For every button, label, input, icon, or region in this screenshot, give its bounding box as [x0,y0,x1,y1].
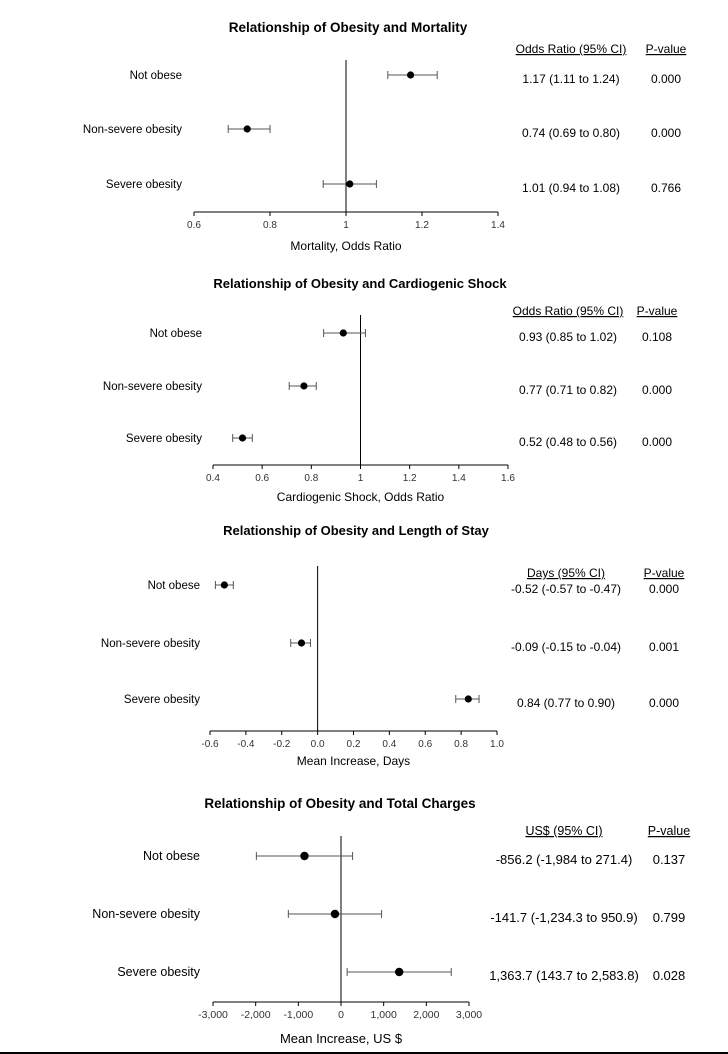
point-estimate-marker [298,639,305,646]
p-value-text: 0.108 [641,330,673,344]
ci-value-text: 1.17 (1.11 to 1.24) [522,72,620,86]
x-tick-label: 0.8 [454,739,469,750]
ci-column-header: Odds Ratio (95% CI) [512,304,624,318]
x-tick-label: 0 [338,1009,344,1021]
p-value-text: 0.000 [650,126,682,140]
row-label: Non-severe obesity [102,381,202,393]
x-tick-label: 1.4 [451,473,466,484]
point-estimate-marker [221,581,228,588]
x-tick-label: 1.0 [490,739,504,750]
ci-value-text: 0.74 (0.69 to 0.80) [521,126,621,140]
panel-title: Relationship of Obesity and Total Charges [204,796,476,811]
ci-value-text: 0.93 (0.85 to 1.02) [518,330,618,344]
x-axis-label: Mean Increase, US $ [279,1031,403,1046]
ci-value-text: 0.84 (0.77 to 0.90) [516,696,616,710]
x-tick-label: -1,000 [283,1009,314,1021]
p-value-text: 0.000 [648,582,680,596]
x-tick-label: 0.4 [206,473,220,484]
p-value-text: 0.766 [650,181,682,195]
x-tick-label: 0.6 [255,473,270,484]
point-estimate-marker [300,382,307,389]
row-label: Not obese [149,328,202,340]
ci-value-text: 0.77 (0.71 to 0.82) [518,383,618,397]
x-tick-label: 1 [357,473,364,484]
x-tick-label: 0.6 [187,220,201,231]
p-value-column-header: P-value [647,824,691,838]
panel-title: Relationship of Obesity and Mortality [228,20,468,35]
point-estimate-marker [239,434,246,441]
x-tick-label: 1 [343,220,349,231]
ci-value-text: -141.7 (-1,234.3 to 950.9) [490,910,638,925]
x-axis-label: Cardiogenic Shock, Odds Ratio [276,490,445,504]
x-tick-label: 0.4 [382,739,397,750]
x-tick-label: -0.4 [237,739,255,750]
x-tick-label: -0.2 [273,739,291,750]
point-estimate-marker [346,180,353,187]
point-estimate-marker [300,852,308,860]
row-label: Not obese [143,849,200,863]
x-tick-label: 2,000 [413,1009,440,1021]
row-label: Severe obesity [117,965,200,979]
p-value-column-header: P-value [636,304,678,318]
ci-column-header: Days (95% CI) [526,566,606,580]
point-estimate-marker [407,71,414,78]
row-label: Non-severe obesity [82,124,182,136]
x-tick-label: 0.8 [304,473,319,484]
point-estimate-marker [331,910,339,918]
ci-value-text: 1.01 (0.94 to 1.08) [521,181,621,195]
p-value-text: 0.000 [650,72,682,86]
x-tick-label: -3,000 [198,1009,228,1021]
ci-column-header: US$ (95% CI) [525,824,603,838]
x-axis-label: Mean Increase, Days [296,754,411,768]
ci-value-text: -0.09 (-0.15 to -0.04) [510,640,622,654]
point-estimate-marker [340,329,347,336]
x-tick-label: 1,000 [370,1009,397,1021]
x-tick-label: 1.2 [415,220,429,231]
x-tick-label: 0.6 [418,739,433,750]
point-estimate-marker [465,695,472,702]
x-tick-label: 1.6 [501,473,515,484]
x-tick-label: 3,000 [455,1009,483,1021]
row-label: Non-severe obesity [92,907,200,921]
ci-value-text: -0.52 (-0.57 to -0.47) [510,582,622,596]
x-tick-label: -2,000 [240,1009,271,1021]
panel-title: Relationship of Obesity and Cardiogenic Shock [213,276,507,291]
row-label: Severe obesity [105,179,182,191]
x-tick-label: 0.8 [263,220,277,231]
p-value-text: 0.137 [652,852,686,867]
row-label: Severe obesity [125,433,202,445]
p-value-text: 0.799 [652,910,686,925]
p-value-column-header: P-value [643,566,685,580]
x-tick-label: -0.6 [201,739,219,750]
x-tick-label: 1.4 [491,220,505,231]
row-label: Not obese [129,70,182,82]
ci-value-text: 0.52 (0.48 to 0.56) [518,435,618,449]
ci-column-header: Odds Ratio (95% CI) [515,42,627,56]
p-value-text: 0.028 [652,968,686,983]
p-value-column-header: P-value [645,42,687,56]
x-tick-label: 0.2 [346,739,361,750]
ci-value-text: 1,363.7 (143.7 to 2,583.8) [489,968,639,983]
p-value-text: 0.001 [648,640,680,654]
p-value-text: 0.000 [648,696,680,710]
p-value-text: 0.000 [641,435,673,449]
row-label: Severe obesity [123,694,200,706]
panel-title: Relationship of Obesity and Length of Stay [223,523,489,538]
point-estimate-marker [244,125,251,132]
x-axis-label: Mortality, Odds Ratio [290,239,402,253]
x-tick-label: 1.2 [402,473,417,484]
x-tick-label: 0.0 [310,739,325,750]
ci-value-text: -856.2 (-1,984 to 271.4) [495,852,633,867]
row-label: Not obese [147,580,200,592]
point-estimate-marker [395,968,403,976]
p-value-text: 0.000 [641,383,673,397]
row-label: Non-severe obesity [100,638,200,650]
